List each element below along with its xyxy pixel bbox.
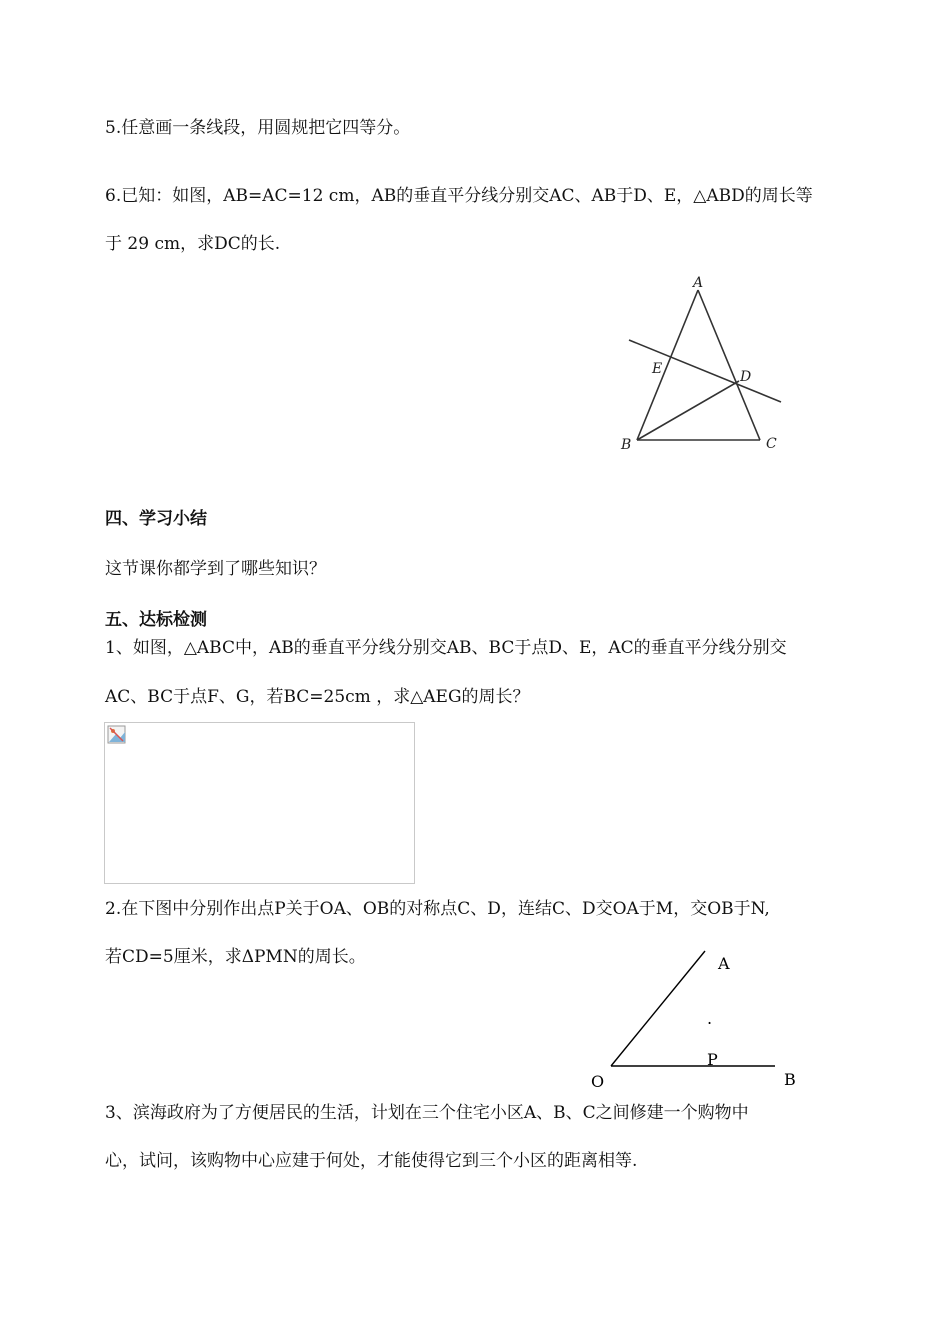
label-e: E <box>652 361 663 377</box>
question-6-line-2: 于 29 cm，求DC的长. <box>105 234 281 254</box>
test-1-line-2: AC、BC于点F、G，若BC=25cm ，求△AEG的周长？ <box>105 687 530 707</box>
question-6-line-1: 6.已知：如图，AB=AC=12 cm，AB的垂直平分线分别交AC、AB于D、E，△ABD的周长等 <box>105 186 813 206</box>
label-o: O <box>591 1072 605 1091</box>
label-a: A <box>693 275 704 291</box>
angle-aob-figure <box>585 945 810 1095</box>
test-2-line-1: 2.在下图中分别作出点P关于OA、OB的对称点C、D，连结C、D交OA于M，交OB于N, <box>105 899 770 919</box>
test-2-line-2: 若CD=5厘米，求ΔPMN的周长。 <box>105 947 366 967</box>
label-p: P <box>707 1050 718 1069</box>
point-dot: . <box>707 1009 713 1028</box>
side-ac <box>698 290 760 440</box>
broken-image-placeholder <box>104 722 415 884</box>
label-a: A <box>718 954 730 973</box>
label-b: B <box>621 437 632 453</box>
ray-oa <box>611 951 705 1066</box>
test-3-line-1: 3、滨海政府为了方便居民的生活，计划在三个住宅小区A、B、C之间修建一个购物中 <box>105 1103 749 1123</box>
section-4-text: 这节课你都学到了哪些知识？ <box>105 559 326 579</box>
question-5: 5.任意画一条线段，用圆规把它四等分。 <box>105 118 411 138</box>
label-c: C <box>766 436 777 452</box>
test-1-line-1: 1、如图，△ABC中，AB的垂直平分线分别交AB、BC于点D、E，AC的垂直平分线分别交 <box>105 638 787 658</box>
label-d: D <box>740 369 752 385</box>
triangle-figure-abd <box>615 270 795 455</box>
section-4-title: 四、学习小结 <box>105 509 207 529</box>
test-3-line-2: 心，试问，该购物中心应建于何处，才能使得它到三个小区的距离相等. <box>105 1151 638 1171</box>
broken-image-icon <box>107 725 127 745</box>
segment-bd <box>637 381 739 440</box>
section-5-title: 五、达标检测 <box>105 610 207 630</box>
label-b: B <box>784 1070 796 1089</box>
